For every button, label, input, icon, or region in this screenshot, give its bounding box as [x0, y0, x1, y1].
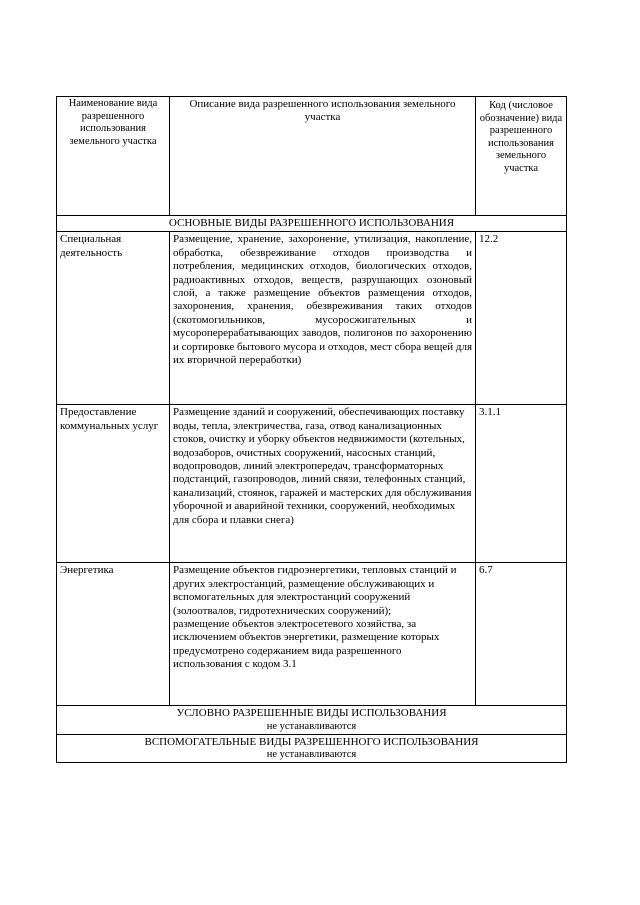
section-row-auxiliary — [57, 734, 567, 762]
row-description-part: Размещение объектов гидроэнергетики, тепловых станций и других электростанций, размещение обслуживающих и вспомогательных для электростанций сооружений (золоотвалов, гидротехнических сооружений); — [173, 564, 457, 617]
row-description-cell — [170, 563, 476, 706]
table-row — [57, 232, 567, 405]
section-note-conditional: не устанавливаются — [266, 720, 357, 732]
section-row-main — [57, 216, 567, 232]
table-row — [57, 563, 567, 706]
section-note-auxiliary: не устанавливаются — [266, 749, 357, 761]
row-code-cell: 6.7 — [476, 563, 567, 706]
row-description-cell: Размещение, хранение, захоронение, утилизация, накопление, обработка, обезвреживание отходов производства и потребления, медицинских отходов, биологических отходов, радиоактивных отходов, веществ, разрушающих озоновый слой, а также размещение объектов размещения отходов, захоронения, хранения, обезвреживания таких отходов (скотомогильников, мусоросжигательных и мусороперерабатывающих заводов, полигонов по захоронению и сортировке бытового мусора и отходов, мест сбора вещей для их вторичной переработки) — [170, 232, 476, 405]
section-cell-auxiliary — [57, 734, 567, 762]
row-code-cell: 3.1.1 — [476, 405, 567, 563]
section-title-main: ОСНОВНЫЕ ВИДЫ РАЗРЕШЕННОГО ИСПОЛЬЗОВАНИЯ — [57, 216, 567, 232]
section-row-conditional — [57, 706, 567, 734]
section-title-auxiliary: ВСПОМОГАТЕЛЬНЫЕ ВИДЫ РАЗРЕШЕННОГО ИСПОЛЬЗОВАНИЯ — [144, 735, 479, 748]
row-description-cell: Размещение зданий и сооружений, обеспечивающих поставку воды, тепла, электричества, газа, отвод канализационных стоков, очистку и уборку объектов недвижимости (котельных, водозаборов, очистных сооружений, насосных станций, водопроводов, линий электропередач, трансформаторных подстанций, газопроводов, линий связи, телефонных станций, канализаций, стоянок, гаражей и мастерских для обслуживания уборочной и аварийной техники, сооружений, необходимых для сбора и плавки снега) — [170, 405, 476, 563]
section-cell-conditional — [57, 706, 567, 734]
row-name-cell: Предоставление коммунальных услуг — [57, 405, 170, 563]
row-name-cell: Энергетика — [57, 563, 170, 706]
row-name-cell: Специальная деятельность — [57, 232, 170, 405]
header-description-cell: Описание вида разрешенного использования земельного участка — [170, 97, 476, 216]
section-title-conditional: УСЛОВНО РАЗРЕШЕННЫЕ ВИДЫ ИСПОЛЬЗОВАНИЯ — [176, 707, 447, 720]
header-name-cell: Наименование вида разрешенного использования земельного участка — [57, 97, 170, 216]
land-use-table — [56, 96, 567, 763]
row-code-cell: 12.2 — [476, 232, 567, 405]
row-description-part: размещение объектов электросетевого хозяйства, за исключением объектов энергетики, размещение которых предусмотрено содержанием вида разрешенного использования с кодом 3.1 — [173, 618, 440, 671]
table-header-row — [57, 97, 567, 216]
table-row — [57, 405, 567, 563]
header-code-cell: Код (числовое обозначение) вида разрешенного использования земельного участка — [476, 97, 567, 216]
